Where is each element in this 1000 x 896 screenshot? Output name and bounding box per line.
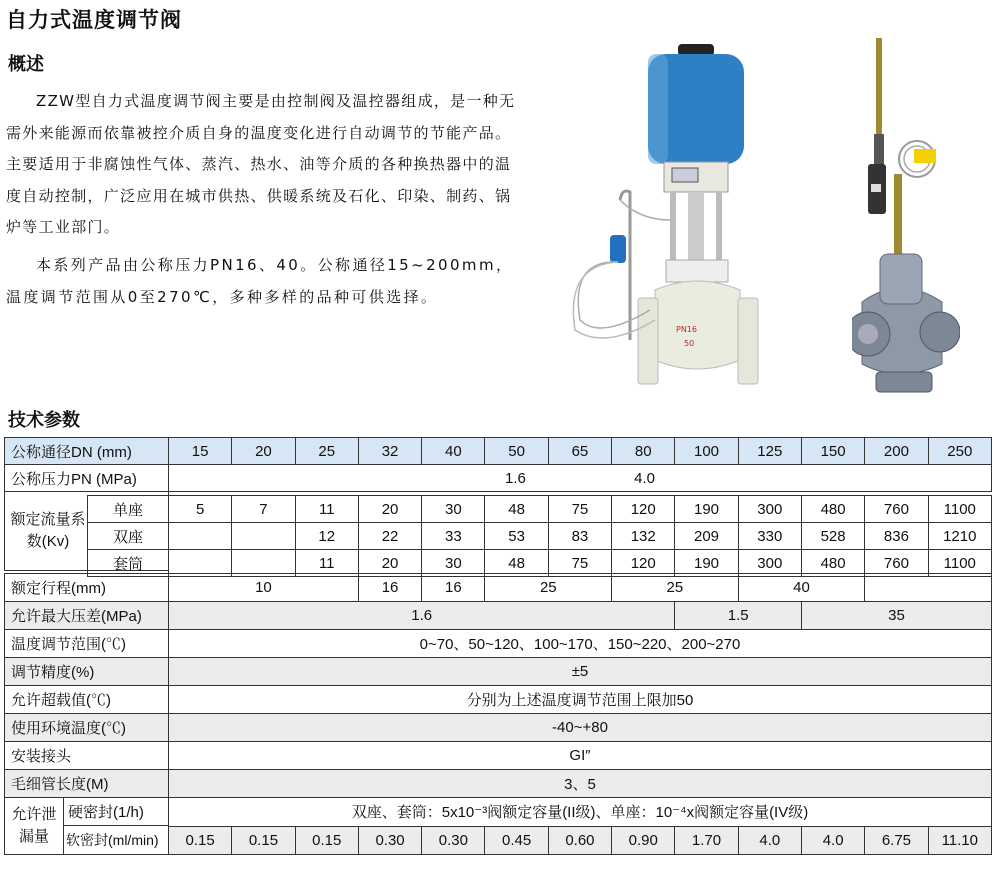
- dn-cell: 15: [169, 438, 232, 465]
- temp-range-value: 0~70、50~120、100~170、150~220、200~270: [169, 630, 992, 658]
- pn-value: 1.6: [504, 469, 526, 487]
- stroke-cell-empty: [865, 574, 992, 602]
- kv-cell: 132: [612, 523, 675, 550]
- spec-table-lower: [4, 573, 992, 855]
- valve-dn-marking: 50: [684, 339, 695, 348]
- kv-cell: 836: [865, 523, 928, 550]
- kv-cell: 209: [675, 523, 738, 550]
- kv-cell: 760: [865, 550, 928, 577]
- stroke-cell: 10: [169, 574, 359, 602]
- ambient-row: [5, 714, 992, 742]
- dn-cell: 250: [928, 438, 991, 465]
- temp-range-label: 温度调节范围(℃): [5, 630, 169, 658]
- connector-label: 安装接头: [5, 742, 169, 770]
- soft-seal-cell: 0.30: [422, 826, 485, 855]
- kv-cell: 48: [485, 496, 548, 523]
- leak-label: 允许泄漏量: [5, 798, 64, 854]
- pn-row: [5, 465, 992, 492]
- accuracy-value: ±5: [169, 658, 992, 686]
- kv-cell: 53: [485, 523, 548, 550]
- kv-cell: 1100: [928, 550, 991, 577]
- kv-cell: [232, 523, 295, 550]
- kv-cell: 22: [358, 523, 421, 550]
- hard-seal-label: 硬密封(1/h): [64, 798, 168, 826]
- soft-seal-cell: 6.75: [865, 826, 928, 855]
- overload-value: 分别为上述温度调节范围上限加50: [169, 686, 992, 714]
- kv-cell: 330: [738, 523, 801, 550]
- soft-seal-cell: 0.90: [612, 826, 675, 855]
- soft-seal-cell: 0.15: [295, 826, 358, 855]
- soft-seal-cell: 0.60: [548, 826, 611, 855]
- kv-cell: 190: [675, 496, 738, 523]
- overview-text: [6, 86, 526, 313]
- dn-label: 公称通径DN (mm): [5, 438, 169, 465]
- valve-pn-marking: PN16: [676, 325, 697, 334]
- kv-cell: 75: [548, 550, 611, 577]
- kv-cell: 75: [548, 496, 611, 523]
- kv-cell: 11: [295, 496, 358, 523]
- connector-row: [5, 742, 992, 770]
- kv-cell: 12: [295, 523, 358, 550]
- soft-seal-cell: 0.15: [169, 826, 232, 855]
- accuracy-label: 调节精度(%): [5, 658, 169, 686]
- dp-row: [5, 602, 992, 630]
- stroke-cell: 40: [738, 574, 865, 602]
- kv-cell: 300: [738, 496, 801, 523]
- soft-seal-label: 软密封(ml/min): [66, 832, 159, 848]
- stroke-cell: 16: [358, 574, 421, 602]
- dn-cell: 125: [738, 438, 801, 465]
- kv-table: [87, 495, 992, 577]
- overview-heading: 概述: [8, 54, 44, 75]
- temp-range-row: [5, 630, 992, 658]
- stroke-label: 额定行程(mm): [5, 574, 169, 602]
- dp-cell: 1.5: [675, 602, 802, 630]
- ambient-value: -40~+80: [169, 714, 992, 742]
- kv-cell: 20: [358, 550, 421, 577]
- hard-seal-value: 双座、套筒：5x10⁻³阀额定容量(II级)、单座：10⁻⁴x阀额定容量(IV级): [169, 798, 992, 827]
- capillary-value: 3、5: [169, 770, 992, 798]
- kv-double-row: [88, 523, 992, 550]
- kv-cell: 480: [801, 496, 864, 523]
- kv-cell: 7: [232, 496, 295, 523]
- overview-paragraph-1: ZZW型自力式温度调节阀主要是由控制阀及温控器组成，是一种无需外来能源而依靠被控介质自身的温度变化进行自动调节的节能产品。主要适用于非腐蚀性气体、蒸汽、热水、油等介质的各种换热器中的温度自动控制，广泛应用在城市供热、供暖系统及石化、印染、制药、锅炉等工业部门。: [6, 92, 516, 237]
- dn-cell: 32: [358, 438, 421, 465]
- kv-single-row: [88, 496, 992, 523]
- dn-cell: 40: [422, 438, 485, 465]
- soft-seal-cell: 4.0: [801, 826, 864, 855]
- kv-cell: 20: [358, 496, 421, 523]
- capillary-row: [5, 770, 992, 798]
- capillary-label: 毛细管长度(M): [5, 770, 169, 798]
- kv-cell: 120: [612, 550, 675, 577]
- dn-cell: 100: [675, 438, 738, 465]
- dn-cell: 65: [548, 438, 611, 465]
- electric-valve-image: [560, 40, 770, 390]
- leak-label-cell: [5, 798, 169, 855]
- dn-cell: 25: [295, 438, 358, 465]
- soft-seal-cell: 4.0: [738, 826, 801, 855]
- stroke-cell: 25: [485, 574, 612, 602]
- kv-cell: 300: [738, 550, 801, 577]
- overload-label: 允许超载值(℃): [5, 686, 169, 714]
- kv-cell: 760: [865, 496, 928, 523]
- kv-type: 双座: [88, 523, 169, 550]
- stroke-cell: 25: [612, 574, 739, 602]
- kv-label: 额定流量系数(Kv): [10, 510, 86, 550]
- kv-cell: 1210: [928, 523, 991, 550]
- dn-cell: 20: [232, 438, 295, 465]
- kv-cell: 48: [485, 550, 548, 577]
- connector-value: GI″: [169, 742, 992, 770]
- kv-cell: 190: [675, 550, 738, 577]
- soft-seal-cell: 0.45: [485, 826, 548, 855]
- kv-cell: 528: [801, 523, 864, 550]
- accuracy-row: [5, 658, 992, 686]
- stroke-row: [5, 574, 992, 602]
- kv-type: 套筒: [88, 550, 169, 577]
- kv-cell: 11: [295, 550, 358, 577]
- spec-heading: 技术参数: [8, 410, 80, 431]
- soft-seal-cell: 0.15: [232, 826, 295, 855]
- dn-cell: 150: [801, 438, 864, 465]
- overload-row: [5, 686, 992, 714]
- kv-cell: 1100: [928, 496, 991, 523]
- kv-cell: 83: [548, 523, 611, 550]
- kv-type: 单座: [88, 496, 169, 523]
- kv-cell: 480: [801, 550, 864, 577]
- stroke-cell: 16: [422, 574, 485, 602]
- page-title: 自力式温度调节阀: [6, 8, 182, 32]
- dp-label: 允许最大压差(MPa): [5, 602, 169, 630]
- kv-cell: 30: [422, 550, 485, 577]
- dn-cell: 80: [612, 438, 675, 465]
- soft-seal-cell: 11.10: [928, 826, 991, 855]
- kv-cell: [169, 523, 232, 550]
- dn-cell: 50: [485, 438, 548, 465]
- overview-paragraph-2: 本系列产品由公称压力PN16、40。公称通径15~200mm，温度调节范围从0至270℃，多种多样的品种可供选择。: [6, 255, 514, 306]
- pn-value: 4.0: [634, 469, 656, 487]
- soft-seal-cell: 1.70: [675, 826, 738, 855]
- dn-row: [5, 438, 992, 465]
- self-operated-valve-image: [852, 34, 960, 396]
- dp-cell: 1.6: [169, 602, 675, 630]
- dn-cell: 200: [865, 438, 928, 465]
- dp-cell: 35: [801, 602, 991, 630]
- kv-cell: 30: [422, 496, 485, 523]
- pn-values: [169, 465, 992, 492]
- soft-seal-cell: 0.30: [358, 826, 421, 855]
- hard-seal-row: [5, 798, 992, 827]
- kv-cell: 5: [169, 496, 232, 523]
- kv-cell: 33: [422, 523, 485, 550]
- ambient-label: 使用环境温度(℃): [5, 714, 169, 742]
- kv-cell: 120: [612, 496, 675, 523]
- pn-label: 公称压力PN (MPa): [5, 465, 169, 492]
